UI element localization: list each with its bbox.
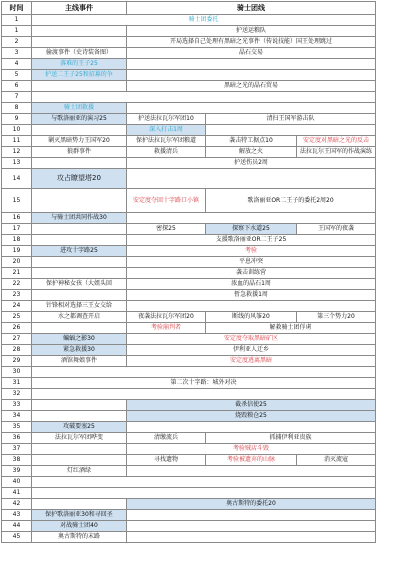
row-number: 19 bbox=[2, 246, 32, 257]
row-number: 20 bbox=[2, 257, 32, 268]
event-cell: 抓捕伊利亚贵族 bbox=[206, 433, 376, 444]
row-number: 8 bbox=[2, 103, 32, 114]
timeline-row bbox=[2, 466, 376, 477]
event-cell: 落难的王子25 bbox=[32, 59, 127, 70]
event-cell bbox=[32, 224, 127, 235]
row-number: 38 bbox=[2, 455, 32, 466]
event-cell: 黑暗之光的晶石贸易 bbox=[127, 81, 376, 92]
timeline-row bbox=[2, 70, 376, 81]
timeline-row bbox=[2, 279, 376, 290]
event-cell: 护送运粮队 bbox=[127, 26, 376, 37]
header-time: 时间 bbox=[2, 2, 32, 15]
event-cell: 骑士团救援 bbox=[32, 103, 127, 114]
row-number: 45 bbox=[2, 532, 32, 543]
event-cell: 进攻十字路25 bbox=[32, 246, 127, 257]
event-cell: 深入打击1周 bbox=[127, 125, 206, 136]
event-cell: 安定度夺取黑暗矿区 bbox=[127, 334, 376, 345]
event-cell: 平息冲突 bbox=[127, 257, 376, 268]
row-number: 1 bbox=[2, 26, 32, 37]
row-number: 7 bbox=[2, 92, 32, 103]
row-number: 22 bbox=[2, 279, 32, 290]
event-cell bbox=[32, 235, 127, 246]
event-cell: 剿灭黑暗势力王国军20 bbox=[32, 136, 127, 147]
event-cell bbox=[127, 422, 376, 433]
event-cell: 针锋相对选择三王女交给 bbox=[32, 301, 127, 312]
timeline-row bbox=[2, 378, 376, 389]
row-number: 16 bbox=[2, 213, 32, 224]
timeline-row bbox=[2, 147, 376, 158]
event-cell: 考验贼店斗毁 bbox=[127, 444, 376, 455]
row-number: 30 bbox=[2, 367, 32, 378]
event-cell bbox=[127, 532, 376, 543]
event-cell: 狼群事件 bbox=[32, 147, 127, 158]
timeline-row bbox=[2, 488, 376, 499]
event-cell bbox=[32, 477, 376, 488]
event-cell: 奥古斯特的末路 bbox=[32, 532, 127, 543]
row-number: 43 bbox=[2, 510, 32, 521]
row-number: 13 bbox=[2, 158, 32, 169]
timeline-row bbox=[2, 510, 376, 521]
event-cell: 安定度逃离黑暗 bbox=[127, 356, 376, 367]
event-cell bbox=[206, 125, 376, 136]
row-number: 44 bbox=[2, 521, 32, 532]
event-cell: 断线的风筝20 bbox=[206, 312, 297, 323]
event-cell: 夜袭法拉瓦尔军团20 bbox=[127, 312, 206, 323]
row-number: 37 bbox=[2, 444, 32, 455]
event-cell bbox=[32, 125, 127, 136]
event-cell: 法拉瓦尔王国军的作战演练 bbox=[297, 147, 376, 158]
row-number: 11 bbox=[2, 136, 32, 147]
timeline-row bbox=[2, 301, 376, 312]
event-cell: 与歌洛丽亚的演习25 bbox=[32, 114, 127, 125]
row-number: 33 bbox=[2, 400, 32, 411]
event-cell: 奥古斯特的委托20 bbox=[127, 499, 376, 510]
row-number: 5 bbox=[2, 70, 32, 81]
event-cell: 开局选择自己处理有黑暗之光事件（传说技能）国王处理跳过 bbox=[127, 37, 376, 48]
event-cell: 安定度对黑暗之光的反击 bbox=[297, 136, 376, 147]
row-number: 31 bbox=[2, 378, 32, 389]
row-number: 27 bbox=[2, 334, 32, 345]
event-cell: 攻占瞭望塔20 bbox=[32, 169, 127, 189]
event-cell: 护送二王子25和招募的争 bbox=[32, 70, 127, 81]
row-number: 12 bbox=[2, 147, 32, 158]
event-cell: 水之都调查开启 bbox=[32, 312, 127, 323]
row-number: 34 bbox=[2, 411, 32, 422]
event-cell: 灯红酒绿 bbox=[32, 466, 127, 477]
event-cell bbox=[32, 444, 127, 455]
row-number: 36 bbox=[2, 433, 32, 444]
event-cell bbox=[127, 213, 376, 224]
timeline-row bbox=[2, 455, 376, 466]
event-cell bbox=[127, 70, 376, 81]
timeline-row bbox=[2, 532, 376, 543]
event-cell bbox=[127, 301, 376, 312]
event-cell bbox=[32, 400, 127, 411]
row-number: 42 bbox=[2, 499, 32, 510]
event-cell bbox=[127, 103, 376, 114]
event-cell bbox=[32, 268, 127, 279]
event-cell: 紧急救援30 bbox=[32, 345, 127, 356]
row-number: 18 bbox=[2, 235, 32, 246]
row-number: 41 bbox=[2, 488, 32, 499]
row-number: 39 bbox=[2, 466, 32, 477]
event-cell: 密探25 bbox=[127, 224, 206, 235]
timeline-row bbox=[2, 312, 376, 323]
timeline-row bbox=[2, 400, 376, 411]
timeline-row bbox=[2, 367, 376, 378]
event-cell: 寻找遗物 bbox=[127, 455, 206, 466]
timeline-row bbox=[2, 125, 376, 136]
event-cell bbox=[32, 323, 127, 334]
event-cell: 保护歌洛丽亚30和寻回圣 bbox=[32, 510, 127, 521]
timeline-row bbox=[2, 323, 376, 334]
event-cell: 考验崩判者 bbox=[127, 323, 206, 334]
event-cell: 袭击特工据点10 bbox=[206, 136, 297, 147]
event-cell bbox=[32, 499, 127, 510]
timeline-row bbox=[2, 26, 376, 37]
row-number: 35 bbox=[2, 422, 32, 433]
event-cell bbox=[32, 189, 127, 213]
event-cell bbox=[127, 521, 376, 532]
event-cell bbox=[127, 510, 376, 521]
event-cell bbox=[32, 81, 127, 92]
row-number: 4 bbox=[2, 59, 32, 70]
header-row bbox=[2, 2, 376, 15]
row-number: 9 bbox=[2, 114, 32, 125]
event-cell bbox=[32, 257, 127, 268]
event-cell bbox=[32, 411, 127, 422]
event-cell: 袭击训练营 bbox=[127, 268, 376, 279]
event-cell: 晶石交易 bbox=[127, 48, 376, 59]
event-cell: 探察下水道25 bbox=[206, 224, 297, 235]
event-timeline-table bbox=[1, 1, 376, 543]
event-cell: 第三个势力20 bbox=[297, 312, 376, 323]
event-cell: 消灭流寇 bbox=[297, 455, 376, 466]
event-cell bbox=[127, 169, 376, 189]
timeline-row bbox=[2, 345, 376, 356]
event-cell: 偷渡事件（史诗装备图） bbox=[32, 48, 127, 59]
timeline-row bbox=[2, 356, 376, 367]
row-number: 21 bbox=[2, 268, 32, 279]
event-cell bbox=[32, 455, 127, 466]
timeline-row bbox=[2, 136, 376, 147]
timeline-row bbox=[2, 411, 376, 422]
event-cell: 歌洛丽亚OR二王子的委托2周20 bbox=[206, 189, 376, 213]
header-knight-line: 骑士团线 bbox=[127, 2, 376, 15]
header-main-events: 主线事件 bbox=[32, 2, 127, 15]
event-cell bbox=[127, 59, 376, 70]
event-cell: 支援歌洛丽亚OR二王子25 bbox=[127, 235, 376, 246]
row-number: 6 bbox=[2, 81, 32, 92]
row-number: 15 bbox=[2, 189, 32, 213]
event-cell bbox=[32, 290, 127, 301]
event-cell bbox=[32, 26, 127, 37]
event-cell: 第二次十字路：城外对决 bbox=[32, 378, 376, 389]
row-number: 14 bbox=[2, 169, 32, 189]
timeline-row bbox=[2, 290, 376, 301]
row-number: 28 bbox=[2, 345, 32, 356]
event-cell: 与骑士团共同作战30 bbox=[32, 213, 127, 224]
event-cell: 保护法拉瓦尔军团粮道 bbox=[127, 136, 206, 147]
event-cell: 对战骑士团40 bbox=[32, 521, 127, 532]
row-number: 17 bbox=[2, 224, 32, 235]
timeline-row bbox=[2, 235, 376, 246]
event-cell: 攻破要塞25 bbox=[32, 422, 127, 433]
event-cell: 浓血的晶石1周 bbox=[127, 279, 376, 290]
row-number: 40 bbox=[2, 477, 32, 488]
timeline-row bbox=[2, 477, 376, 488]
event-cell bbox=[32, 158, 127, 169]
timeline-row bbox=[2, 189, 376, 213]
timeline-row bbox=[2, 521, 376, 532]
event-cell: 暂急救援1周 bbox=[127, 290, 376, 301]
timeline-row bbox=[2, 169, 376, 189]
row-number: 23 bbox=[2, 290, 32, 301]
row-number: 26 bbox=[2, 323, 32, 334]
event-cell: 骑士团委托 bbox=[32, 15, 376, 26]
event-cell: 考验被遗弃的山脉 bbox=[206, 455, 297, 466]
event-cell bbox=[32, 488, 376, 499]
timeline-row bbox=[2, 334, 376, 345]
timeline-row bbox=[2, 92, 376, 103]
row-number: 24 bbox=[2, 301, 32, 312]
event-cell bbox=[32, 92, 376, 103]
event-cell: 解放之火 bbox=[206, 147, 297, 158]
timeline-row bbox=[2, 213, 376, 224]
event-cell: 王国军的夜袭 bbox=[297, 224, 376, 235]
event-cell: 救援清兵 bbox=[127, 147, 206, 158]
timeline-row bbox=[2, 15, 376, 26]
event-cell: 护送法拉瓦尔军团10 bbox=[127, 114, 206, 125]
timeline-row bbox=[2, 257, 376, 268]
event-cell: 酒馆舞娘事件 bbox=[32, 356, 127, 367]
row-number: 1 bbox=[2, 15, 32, 26]
timeline-row bbox=[2, 246, 376, 257]
timeline-row bbox=[2, 444, 376, 455]
timeline-row bbox=[2, 59, 376, 70]
timeline-row bbox=[2, 224, 376, 235]
row-number: 2 bbox=[2, 37, 32, 48]
timeline-body bbox=[2, 2, 376, 543]
event-cell bbox=[32, 389, 376, 400]
row-number: 3 bbox=[2, 48, 32, 59]
event-cell: 截杀信使25 bbox=[127, 400, 376, 411]
row-number: 29 bbox=[2, 356, 32, 367]
event-cell bbox=[32, 367, 376, 378]
timeline-row bbox=[2, 114, 376, 125]
row-number: 25 bbox=[2, 312, 32, 323]
timeline-row bbox=[2, 48, 376, 59]
event-cell: 清扫王国军游击队 bbox=[206, 114, 376, 125]
event-cell: 安定度夺回十字路口小镇 bbox=[127, 189, 206, 213]
timeline-row bbox=[2, 433, 376, 444]
event-cell bbox=[127, 466, 376, 477]
row-number: 10 bbox=[2, 125, 32, 136]
timeline-row bbox=[2, 499, 376, 510]
timeline-row bbox=[2, 389, 376, 400]
event-cell: 伊利亚人迁乡 bbox=[127, 345, 376, 356]
event-cell: 法拉瓦尔军团哗变 bbox=[32, 433, 127, 444]
event-cell bbox=[32, 37, 127, 48]
timeline-row bbox=[2, 81, 376, 92]
event-cell: 清缴流兵 bbox=[127, 433, 206, 444]
timeline-row bbox=[2, 37, 376, 48]
event-cell: 考验 bbox=[127, 246, 376, 257]
event-cell: 烧毁粮仓25 bbox=[127, 411, 376, 422]
timeline-row bbox=[2, 422, 376, 433]
event-cell: 护送伤员2周 bbox=[127, 158, 376, 169]
timeline-row bbox=[2, 268, 376, 279]
event-cell: 解救骑士团俘虏 bbox=[206, 323, 376, 334]
timeline-row bbox=[2, 103, 376, 114]
event-cell: 保护神秘女孩（大姐头回 bbox=[32, 279, 127, 290]
event-cell: 蝙蝠之影30 bbox=[32, 334, 127, 345]
timeline-row bbox=[2, 158, 376, 169]
row-number: 32 bbox=[2, 389, 32, 400]
